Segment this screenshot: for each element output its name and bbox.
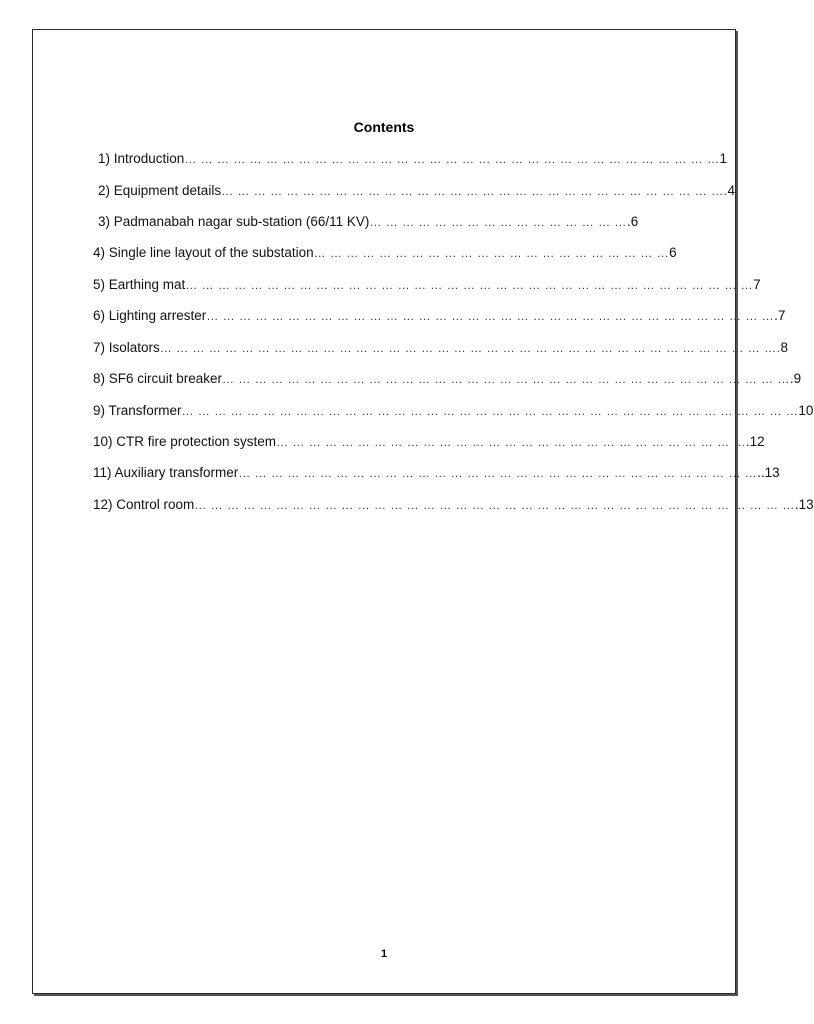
toc-entry-label: 4) Single line layout of the substation [93,245,314,260]
toc-entry-page: .7 [774,308,786,323]
toc-entry-page: 7 [753,277,761,292]
toc-entry-page: 6 [669,245,677,260]
toc-entry-page: 8 [780,340,788,355]
toc-entry-label: 1) Introduction [98,151,185,166]
table-of-contents [33,30,814,993]
toc-dot-leader: … … … … … … … … … … … … … … … … … … … … … … … … … … … … … … … … … … … … … … [181,404,799,418]
toc-entry-label: 10) CTR fire protection system [93,434,277,449]
toc-entry-auxiliary-transformer[interactable] [93,464,780,482]
toc-dot-leader: … … … … … … … … … … … … … … … … … … … … … … … … … … … … … … … … … [184,152,720,166]
toc-entry-single-line-layout[interactable] [93,244,677,262]
toc-entry-label: 9) Transformer [93,403,182,418]
toc-entry-isolators[interactable] [93,339,788,357]
toc-dot-leader: … … … … … … … … … … … … … … … … … … … … … … [313,246,670,260]
toc-entry-control-room[interactable] [93,496,814,514]
toc-entry-label: 2) Equipment details [98,183,222,198]
toc-entry-page: 1 [719,151,728,166]
toc-dot-leader: … … … … … … … … … … … … … … … … … … … … … … … … … … … … … … … … … … … [185,278,754,292]
contents-heading: Contents [353,119,415,135]
toc-dot-leader: … … … … … … … … … … … … … … … … … … … … … … … … … … … … … … …. [221,184,728,198]
toc-dot-leader: … … … … … … … … … … … … … … … … … … … … … … … … … … … … … … … … … … … [206,309,775,323]
toc-dot-leader: … … … … … … … … … … … … … … … … … … … … … … … … … … … … … [276,435,746,449]
toc-entry-page: .9 [789,371,802,386]
page-number: 1 [380,948,388,960]
toc-entry-page: .6 [626,214,639,229]
toc-entry-label: 8) SF6 circuit breaker [93,371,223,386]
toc-entry-page: .12 [745,434,765,449]
toc-entry-transformer[interactable] [93,402,814,420]
toc-dot-leader: … … … … … … … … … … … … … … … … … … … … … … … … … … … … … … … … [238,466,758,480]
toc-entry-introduction[interactable] [98,150,728,168]
toc-entry-page: .13 [794,497,814,512]
toc-entry-sf6-circuit-breaker[interactable] [93,370,802,388]
toc-dot-leader: … … … … … … … … … … … … … … … … … … … … … … … … … … … … … … … … … … … [222,372,790,386]
toc-entry-sub-station[interactable] [98,213,639,231]
toc-entry-label: 7) Isolators [93,340,160,355]
toc-entry-lighting-arrester[interactable] [93,307,786,325]
toc-entry-page: ..13 [757,465,780,480]
toc-entry-ctr-fire-protection[interactable] [93,433,765,451]
toc-entry-label: 3) Padmanabah nagar sub-station (66/11 KV) [98,214,370,229]
toc-entry-page: 4 [727,183,735,198]
toc-entry-label: 11) Auxiliary transformer [93,465,239,480]
toc-dot-leader: … … … … … … … … … … … … … … … … … … … … … … … … … … … … … … … … … … … … … [194,498,795,512]
document-page [32,29,814,994]
toc-entry-label: 6) Lighting arrester [93,308,207,323]
toc-dot-leader: … … … … … … … … … … … … … … … … … … … … … … … … … … … … … … … … … … … … … …. [159,341,781,355]
toc-entry-equipment-details[interactable] [98,182,735,200]
toc-dot-leader: … … … … … … … … … … … … … … … … [369,215,627,229]
toc-entry-label: 12) Control room [93,497,195,512]
toc-entry-earthing-mat[interactable] [93,276,761,294]
toc-entry-page: 10 [798,403,814,418]
toc-entry-label: 5) Earthing mat [93,277,186,292]
